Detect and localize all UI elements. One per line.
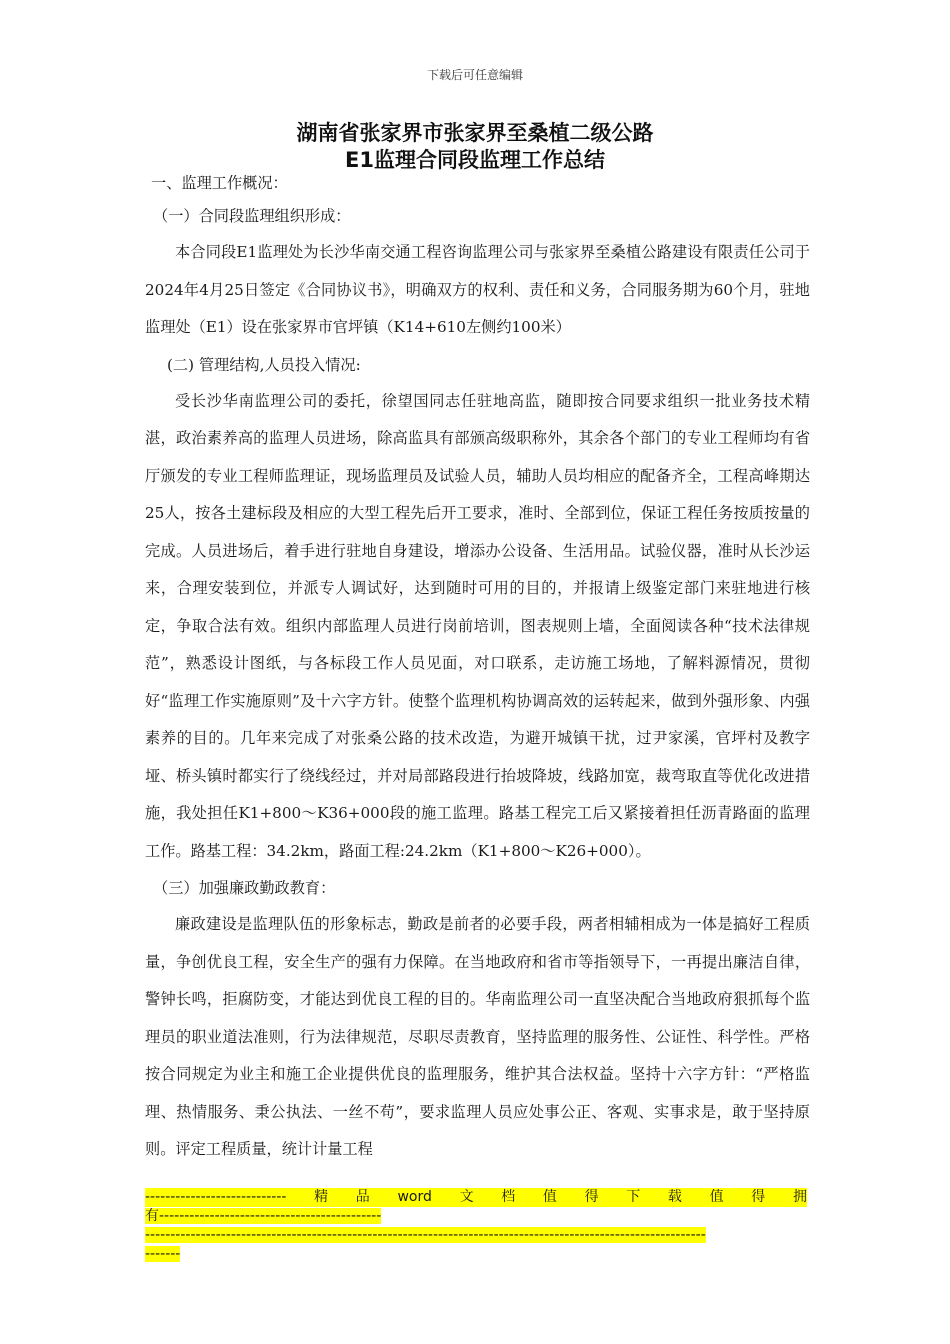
footer-word: 品	[355, 1189, 370, 1205]
footer-word: 文	[459, 1189, 474, 1205]
document-body	[145, 168, 810, 1169]
document-title-line-2: E1监理合同段监理工作总结	[345, 148, 605, 172]
footer-line-3-text: ---------------------------------------------------------------------------------------------------------------	[145, 1227, 706, 1243]
subsection-heading-3: （三）加强廉政勤政教育：	[153, 879, 336, 897]
footer-word: 档	[501, 1189, 516, 1205]
footer-word: 值	[542, 1189, 557, 1205]
footer-word: 值	[709, 1189, 724, 1205]
footer-line-1	[145, 1188, 807, 1207]
subsection-heading-1: （一）合同段监理组织形成：	[153, 207, 351, 225]
footer-line-4	[145, 1245, 807, 1264]
footer-word: word	[397, 1189, 432, 1205]
paragraph-integrity: 廉政建设是监理队伍的形象标志，勤政是前者的必要手段，两者相辅相成为一体是搞好工程质量，争创优良工程，安全生产的强有力保障。在当地政府和省市等指领导下，一再提出廉洁自律，警钟长鸣，拒腐防变，才能达到优良工程的目的。华南监理公司一直坚决配合当地政府狠抓每个监理员的职业道法准则，行为法律规范，尽职尽责教育，坚持监理的服务性、公证性、科学性。严格按合同规定为业主和施工企业提供优良的监理服务，维护其合法权益。坚持十六字方针：“严格监理、热情服务、秉公执法、一丝不苟”，要求监理人员应处事公正、客观、实事求是，敢于坚持原则。评定工程质量，统计计量工程	[145, 915, 810, 1158]
footer-line-4-text: -------	[145, 1246, 181, 1262]
footer-word: 得	[584, 1189, 599, 1205]
footer-line-3	[145, 1226, 807, 1245]
subsection-heading-2: (二) 管理结构,人员投入情况:	[167, 355, 361, 374]
header-note: 下载后可任意编辑	[426, 68, 523, 82]
footer-word: 得	[751, 1189, 766, 1205]
footer-line-2	[145, 1207, 807, 1226]
footer-word: 拥	[792, 1189, 807, 1205]
paragraph-staffing: 受长沙华南监理公司的委托，徐望国同志任驻地高监，随即按合同要求组织一批业务技术精湛，政治素养高的监理人员进场，除高监具有部颁高级职称外，其余各个部门的专业工程师均有省厅颁发的专业工程师监理证，现场监理员及试验人员，辅助人员均相应的配备齐全，工程高峰期达25人，按各土建标段及相应的大型工程先后开工要求，准时、全部到位，保证工程任务按质按量的完成。人员进场后，着手进行驻地自身建设，增添办公设备、生活用品。试验仪器，准时从长沙运来，合理安装到位，并派专人调试好，达到随时可用的目的，并报请上级鉴定部门来驻地进行核定，争取合法有效。组织内部监理人员进行岗前培训，图表规则上墙，全面阅读各种“技术法律规范”，熟悉设计图纸，与各标段工作人员见面，对口联系，走访施工场地，了解料源情况，贯彻好“监理工作实施原则”及十六字方针。使整个监理机构协调高效的运转起来，做到外强形象、内强素养的目的。几年来完成了对张桑公路的技术改造，为避开城镇干扰，过尹家溪，官坪村及教字垭、桥头镇时都实行了绕线经过，并对局部路段进行抬坡降坡，线路加宽，裁弯取直等优化改进措施，我处担任K1+800～K36+000段的施工监理。路基工程完工后又紧接着担任沥青路面的监理工作。路基工程：34.2km，路面工程:24.2km（K1+800～K26+000）。	[145, 391, 810, 860]
section-heading-1: 一、监理工作概况：	[151, 174, 288, 192]
footer-word: 载	[667, 1189, 682, 1205]
footer-watermark	[145, 1188, 807, 1264]
paragraph-contract: 本合同段E1监理处为长沙华南交通工程咨询监理公司与张家界至桑植公路建设有限责任公司于2024年4月25日签定《合同协议书》，明确双方的权利、责任和义务，合同服务期为60个月，驻地监理处（E1）设在张家界市官坪镇（K14+610左侧约100米）	[145, 243, 810, 336]
footer-dashes: ----------------------------	[145, 1189, 287, 1205]
footer-word: 精	[314, 1189, 329, 1205]
footer-line-2-text: 有--------------------------------------------	[145, 1208, 382, 1224]
footer-word: 下	[626, 1189, 641, 1205]
document-title-line-1: 湖南省张家界市张家界至桑植二级公路	[296, 121, 654, 145]
